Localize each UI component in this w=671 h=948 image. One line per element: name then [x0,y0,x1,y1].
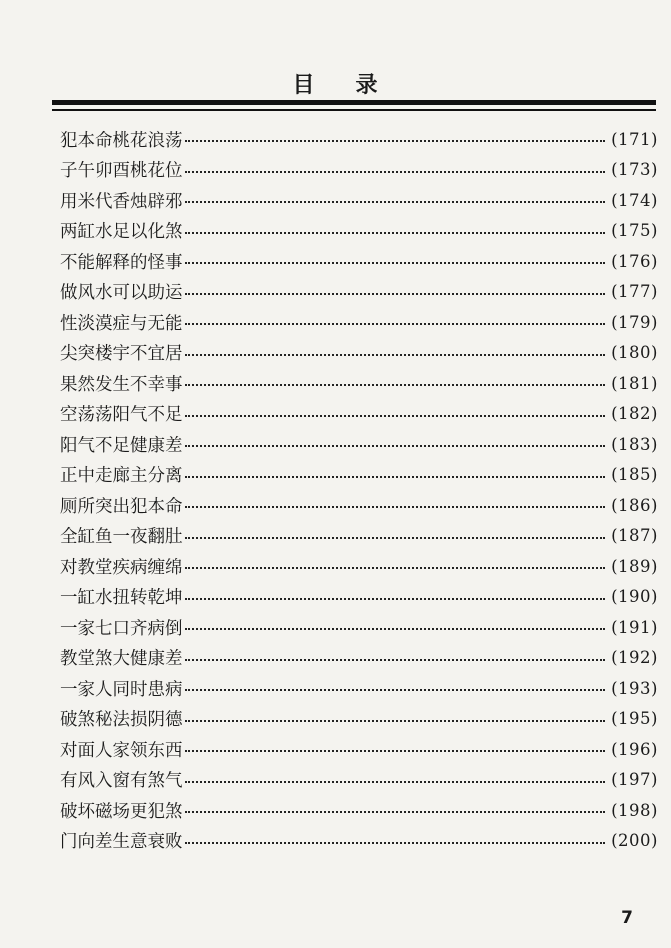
toc-entry[interactable] [60,368,658,399]
toc-entry[interactable] [60,307,658,338]
toc-entry-page: (183) [611,434,658,454]
toc-leader-dots [185,445,606,447]
toc-entry-title: 破煞秘法损阴德 [60,710,183,731]
toc-leader-dots [185,781,606,783]
toc-leader-dots [185,476,606,478]
toc-leader-dots [185,232,606,234]
page-title [0,68,671,99]
toc-entry-page: (171) [611,129,658,149]
toc-entry[interactable] [60,399,658,430]
toc-entry-title: 做风水可以助运 [60,283,183,304]
toc-leader-dots [185,720,606,722]
toc-entry[interactable] [60,429,658,460]
toc-entry[interactable] [60,490,658,521]
toc-leader-dots [185,384,606,386]
toc-entry-title: 性淡漠症与无能 [60,313,183,334]
toc-leader-dots [185,262,606,264]
toc-leader-dots [185,689,606,691]
toc-leader-dots [185,140,606,142]
toc-entry-title: 门向差生意衰败 [60,832,183,853]
toc-entry[interactable] [60,582,658,613]
toc-entry-page: (179) [611,312,658,332]
table-of-contents [60,124,658,856]
toc-entry-page: (193) [611,678,658,698]
toc-leader-dots [185,567,606,569]
toc-entry-title: 尖突楼宇不宜居 [60,344,183,365]
toc-entry-title: 空荡荡阳气不足 [60,405,183,426]
toc-leader-dots [185,811,606,813]
toc-entry[interactable] [60,521,658,552]
toc-entry-page: (196) [611,739,658,759]
toc-entry-page: (192) [611,648,658,668]
toc-leader-dots [185,598,606,600]
toc-leader-dots [185,323,606,325]
toc-entry-title: 一家七口齐病倒 [60,618,183,639]
toc-entry[interactable] [60,704,658,735]
toc-entry[interactable] [60,795,658,826]
toc-entry[interactable] [60,246,658,277]
toc-leader-dots [185,659,606,661]
toc-leader-dots [185,201,606,203]
toc-entry[interactable] [60,551,658,582]
toc-entry-page: (173) [611,160,658,180]
toc-entry-title: 果然发生不幸事 [60,374,183,395]
toc-entry[interactable] [60,643,658,674]
toc-entry-page: (190) [611,587,658,607]
toc-entry[interactable] [60,734,658,765]
toc-entry[interactable] [60,277,658,308]
title-rule-thick [52,100,656,105]
toc-entry-title: 厕所突出犯本命 [60,496,183,517]
toc-entry[interactable] [60,155,658,186]
toc-entry-page: (177) [611,282,658,302]
toc-leader-dots [185,415,606,417]
toc-entry-title: 一缸水扭转乾坤 [60,588,183,609]
toc-entry-page: (195) [611,709,658,729]
toc-leader-dots [185,354,606,356]
toc-entry-page: (186) [611,495,658,515]
toc-entry-title: 阳气不足健康差 [60,435,183,456]
toc-entry-page: (185) [611,465,658,485]
toc-entry-title: 不能解释的怪事 [60,252,183,273]
toc-entry-page: (189) [611,556,658,576]
page-title-part2: 录 [355,73,379,98]
toc-entry-page: (200) [611,831,658,851]
toc-entry-title: 用米代香烛辟邪 [60,191,183,212]
toc-entry-page: (174) [611,190,658,210]
toc-entry[interactable] [60,185,658,216]
toc-entry-page: (197) [611,770,658,790]
toc-entry[interactable] [60,673,658,704]
toc-leader-dots [185,293,606,295]
toc-entry-page: (176) [611,251,658,271]
page-number: 7 [621,908,633,928]
toc-entry[interactable] [60,826,658,857]
toc-entry-page: (181) [611,373,658,393]
page-title-part1: 目 [292,73,316,98]
toc-entry[interactable] [60,765,658,796]
toc-entry-title: 对面人家领东西 [60,740,183,761]
toc-entry-title: 破坏磁场更犯煞 [60,801,183,822]
toc-entry-title: 有风入窗有煞气 [60,771,183,792]
toc-entry-page: (187) [611,526,658,546]
toc-entry-page: (175) [611,221,658,241]
toc-entry-title: 一家人同时患病 [60,679,183,700]
toc-entry-title: 正中走廊主分离 [60,466,183,487]
toc-leader-dots [185,628,606,630]
title-rule-thin [52,109,656,111]
toc-entry-page: (182) [611,404,658,424]
toc-leader-dots [185,750,606,752]
toc-entry[interactable] [60,338,658,369]
toc-entry-title: 教堂煞大健康差 [60,649,183,670]
toc-entry-title: 子午卯酉桃花位 [60,161,183,182]
toc-entry[interactable] [60,612,658,643]
toc-leader-dots [185,171,606,173]
toc-entry-page: (180) [611,343,658,363]
toc-entry-title: 全缸鱼一夜翻肚 [60,527,183,548]
toc-entry[interactable] [60,216,658,247]
toc-leader-dots [185,537,606,539]
toc-entry-page: (191) [611,617,658,637]
toc-leader-dots [185,842,606,844]
toc-entry[interactable] [60,460,658,491]
toc-entry-page: (198) [611,800,658,820]
toc-leader-dots [185,506,606,508]
toc-entry[interactable] [60,124,658,155]
toc-entry-title: 两缸水足以化煞 [60,222,183,243]
toc-entry-title: 对教堂疾病缠绵 [60,557,183,578]
toc-entry-title: 犯本命桃花浪荡 [60,130,183,151]
